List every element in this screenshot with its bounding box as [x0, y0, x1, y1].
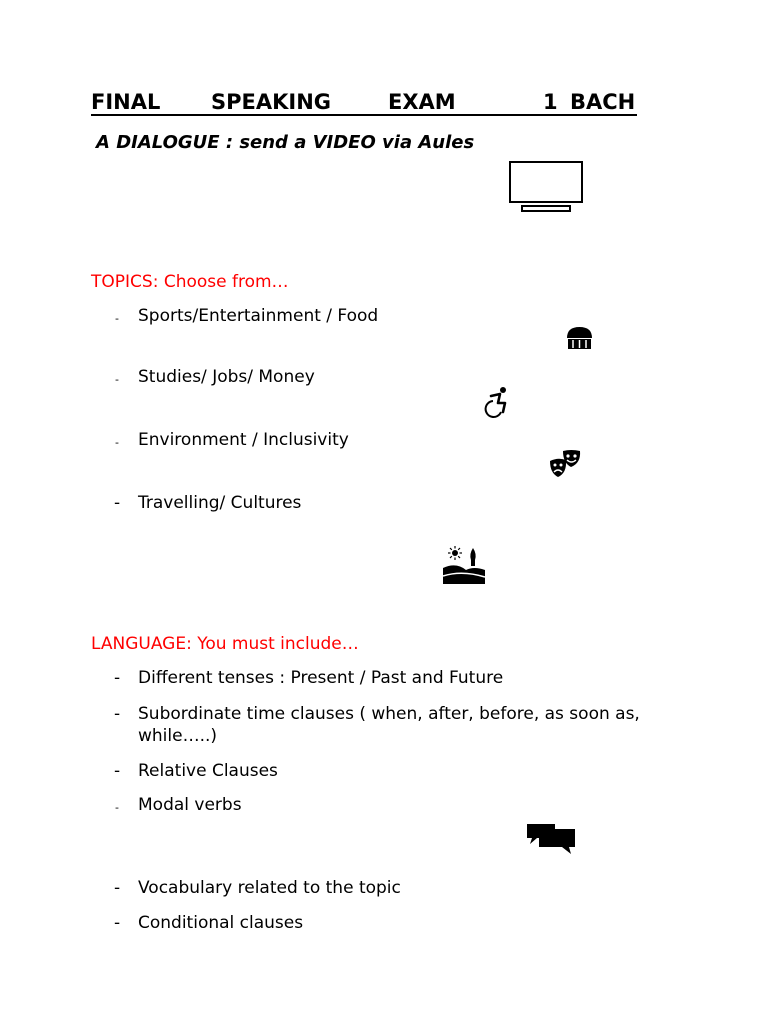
- title-bach: BACH: [570, 90, 636, 114]
- topic-item: Travelling/ Cultures: [138, 493, 302, 513]
- chat-bubbles-icon: [525, 821, 577, 857]
- bullet: -: [115, 436, 119, 449]
- accessibility-icon: [483, 386, 511, 418]
- title-number: 1: [543, 90, 558, 114]
- language-item: Vocabulary related to the topic: [138, 878, 401, 898]
- theater-masks-icon: [549, 449, 582, 479]
- title-underline: [91, 114, 637, 116]
- bullet: -: [114, 761, 121, 781]
- language-heading: LANGUAGE: You must include…: [91, 634, 359, 654]
- language-item-continued: while…..): [138, 726, 218, 746]
- food-icon: [565, 325, 594, 352]
- language-item: Relative Clauses: [138, 761, 278, 781]
- landscape-icon: [442, 546, 487, 586]
- tv-icon: [508, 160, 584, 214]
- bullet: -: [115, 373, 119, 386]
- subtitle: A DIALOGUE : send a VIDEO via Aules: [96, 132, 475, 153]
- title-final: FINAL: [91, 90, 161, 114]
- language-item: Subordinate time clauses ( when, after, before, as soon as,: [138, 704, 640, 724]
- language-item: Conditional clauses: [138, 913, 304, 933]
- bullet: -: [115, 312, 119, 325]
- bullet: -: [114, 878, 121, 898]
- topic-item: Environment / Inclusivity: [138, 430, 349, 450]
- bullet: -: [114, 668, 121, 688]
- bullet: -: [114, 913, 121, 933]
- title-speaking: SPEAKING: [211, 90, 332, 114]
- language-item: Modal verbs: [138, 795, 242, 815]
- bullet: -: [114, 704, 121, 724]
- title-exam: EXAM: [388, 90, 456, 114]
- topics-heading: TOPICS: Choose from…: [91, 272, 289, 292]
- topic-item: Sports/Entertainment / Food: [138, 306, 379, 326]
- bullet: -: [114, 493, 121, 513]
- bullet: -: [115, 801, 119, 814]
- language-item: Different tenses : Present / Past and Future: [138, 668, 504, 688]
- topic-item: Studies/ Jobs/ Money: [138, 367, 315, 387]
